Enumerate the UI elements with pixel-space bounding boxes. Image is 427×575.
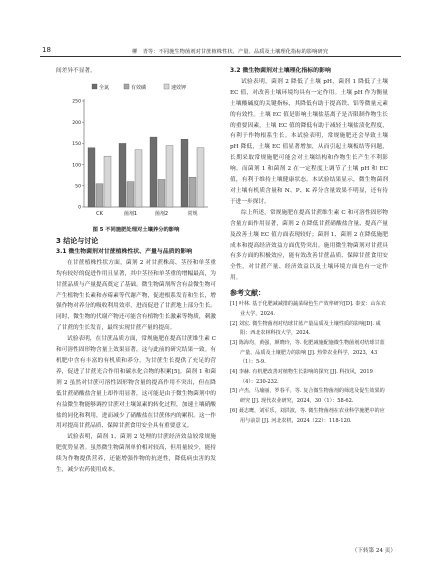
reference-item: [3] 陈海均，黄强，颜晓玲，等. 化肥减施配施微生物菌剂对结球甘蓝产量、品质及土壤肥力的影响 [J]. 热带农业科学，2023，43（1）：5-9.: [230, 339, 385, 366]
legend-swatch: [124, 84, 129, 89]
reference-item: [4] 李赫. 有机肥改善对植物生长影响的探究 [J]. 科技风，2019（4）：230-232.: [230, 369, 373, 385]
running-header: [40, 44, 401, 57]
legend-swatch: [92, 84, 97, 89]
paragraph: 试验表明，菌剂 2 降低了土壤 pH，菌剂 1 降低了土壤 EC 值，对改善土壤环境均具有一定作用。土壤 pH 作为衡量土壤酸碱度的关键指标，其降低有助于提高铁、铝等微量元素的有效性。土壤 EC 值是影响土壤盐基离子是否限制作物生长的重要因素，土壤 EC 值的降低有助于减轻土壤盐渍化程度，有利于作物根系生长。本试验表明，常规施肥还会导致土壤 pH 降低，土壤 EC 值显著增加，从而引起土壤板结等问题，长期采取常规施肥可能会对土壤结构和作物生长产生不利影响。而菌剂 1 和菌剂 2 在一定程度上调节了土壤 pH 和 EC 值，有利于维持土壤健康状态。本试验结果显示，微生物菌剂对土壤有机质含量和 N、P、K 养分含量效果不明显，还有待于进一步探讨。: [230, 78, 388, 205]
x-tick-label: 菌剂1: [123, 210, 138, 217]
bar: [197, 148, 204, 207]
y-tick-label: 150: [72, 142, 81, 148]
running-title: 柳 青等：不同施生物菌剂对甘蔗植株性状、产量、品质及土壤理化指标的影响研究: [132, 49, 328, 55]
section-3-1-heading: 3.1 微生物菌剂对甘蔗植株性状、产量与品质的影响: [56, 248, 193, 255]
x-tick-label: 菌剂2: [154, 210, 169, 217]
bar: [88, 148, 95, 207]
paragraph: 综上所述，常规施肥在提高甘蔗维生素 C 和可溶性固形物含量方面作用显著，菌剂 2 在降低甘蔗硝酸盐含量、提高产量及改善土壤 EC 值方面表现较好；菌剂 1、菌剂 2 在降低施肥成本和提高经济效益方面优势突出。施用微生物菌剂对甘蔗具有多方面的积极效应，能有效改善甘蔗品质、保障甘蔗食用安全性，对甘蔗产量、经济效益以及土壤环境方面也有一定作用。: [230, 209, 388, 282]
page-number: 18: [42, 46, 51, 54]
bar: [158, 179, 165, 207]
bar: [150, 137, 157, 207]
continued-note: （下转第 24 页）: [351, 548, 396, 554]
y-tick-label: 0: [78, 205, 81, 211]
legend-label: 速效钾: [171, 84, 187, 91]
bar: [119, 143, 126, 207]
x-tick-label: CK: [96, 210, 103, 217]
paragraph: 试验表明，菌剂 1、菌剂 2 处理的甘蔗经济效益较常规施肥优势显著。虽然微生物菌剂单价相对较高，但用量较少，能持续为作物提供营养，还能增强作物的抗逆性，降低病虫害的发生，减少农药使用成本。: [56, 434, 216, 474]
chart-svg: [62, 79, 212, 225]
section-3-2-heading: 3.2 微生物菌剂对土壤理化指标的影响: [230, 68, 331, 74]
section-3-heading: 3 结论与讨论: [56, 236, 99, 245]
y-tick-label: 100: [72, 163, 81, 169]
reference-item: [5] 卢杰，马瑜丽，罗春平，等. 复合微生物菌剂的筛选及促生效果的研究 [J]. 现代农业研究，2024，30（1）：58-62.: [230, 388, 385, 405]
bar: [189, 177, 196, 207]
bar: [96, 184, 103, 207]
bar: [127, 181, 134, 206]
right-column: [230, 66, 388, 426]
x-tick-label: 常规: [187, 210, 198, 217]
y-tick-label: 200: [72, 120, 81, 126]
reference-item: [1] 叶林. 基于化肥减减排的蔬菜绿色生产效率研究[D]. 泰安：山东农业大学，2024.: [230, 301, 386, 317]
reference-item: [2] 刘宏. 微生物菌剂对结球甘蓝产量品质及土壤性质的影响[D]. 咸阳：西北农林科技大学，2024.: [230, 320, 381, 337]
bar: [166, 145, 173, 206]
references-heading: 参考文献：: [230, 289, 265, 298]
legend-swatch: [164, 84, 169, 89]
intro-tail: 间差异不显著。: [56, 68, 96, 74]
paragraph: 在甘蔗植株性状方面，菌剂 2 对甘蔗株高、茎径和单茎重均有较好的促进作用且显著，其中茎径和单茎重的增幅最高，为甘蔗品质与产量提高奠定了基础。微生物菌剂所含有益微生物可产生植物生长素和赤霉素等代谢产物，促进根系发育和生长，增强作物对养分的吸收利用效率，进而促进了甘蔗地上部分生长。同时，微生物的代谢产物还可能含有植物生长激素等物质，刺激了甘蔗的生长发育，最终实现甘蔗产量的提高。: [56, 259, 216, 332]
legend-label: 全氮: [99, 84, 110, 91]
bar: [181, 139, 188, 207]
soil-nutrient-chart: [62, 79, 212, 225]
bar: [104, 156, 111, 207]
y-tick-label: 50: [75, 184, 81, 190]
reference-item: [6] 聂志鹰，刘军乐，刘洪波，等. 微生物菌剂在农业科学施肥中的应用与前景 [J]. 河北农机，2024（22）：118-120.: [230, 407, 385, 424]
figure-caption: 图 5 不同施肥处理对土壤养分的影响: [92, 226, 180, 233]
bar: [135, 150, 142, 207]
legend-label: 有效磷: [131, 84, 147, 91]
left-column: [56, 66, 216, 476]
paragraph: 试验表明，在甘蔗品质方面，常规施肥在提高甘蔗维生素 C 和可溶性固形物含量上效果显著，这与此前的研究结果一致。有机肥中含有丰富的有机质和养分，为甘蔗生长提供了充足的营养，促进了甘蔗光合作用和碳水化合物的积累[5]。菌剂 1 和菌剂 2 虽然对甘蔗可溶性固形物含量的提高作用不突出，但在降低甘蔗硝酸盐含量上却作用显著，这可能是由于微生物菌剂中的有益微生物能够调控甘蔗对土壤氮素的转化过程，加速土壤硝酸盐的同化和利用，进而减少了硝酸盐在甘蔗体内的累积。这一作用对提高甘蔗品质、保障甘蔗食用安全具有重要意义。: [56, 336, 216, 430]
y-tick-label: 250: [72, 99, 81, 105]
